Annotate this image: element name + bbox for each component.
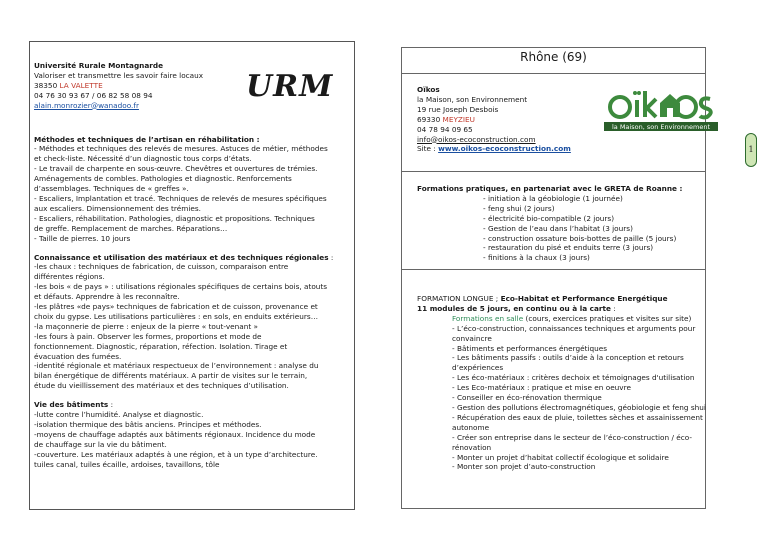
list-item: - L’éco-construction, connaissances techniques et arguments pour (452, 323, 696, 333)
formation-longue-list (417, 324, 707, 473)
section-vie-title: Vie des bâtiments : (34, 400, 114, 410)
oikos-logo (604, 87, 718, 133)
section-line: et check-liste. Nécessité d’un diagnostic tous corps d’états. (34, 154, 252, 164)
section-materiaux-body (34, 262, 352, 391)
urm-phone: 04 76 30 93 67 / 06 82 58 08 94 (34, 90, 153, 100)
list-item: - restauration du pisé et enduits terre (3 jours) (483, 243, 654, 253)
section-line: -moyens de chauffage adaptés aux bâtiments régionaux. Incidence du mode (34, 429, 316, 439)
oikos-email-link[interactable]: info@oikos-ecoconstruction.com (417, 134, 536, 144)
section-line: - Taille de pierres. 10 jours (34, 233, 131, 243)
section-line: évacuation des fumées. (34, 351, 122, 361)
formation-longue-subtitle: 11 modules de 5 jours, en continu ou à la carte : (417, 303, 616, 313)
region-title: Rhône (69) (520, 50, 587, 64)
oikos-site-line: Site : www.oikos-ecoconstruction.com (417, 144, 571, 154)
section-line: - Escaliers, réhabilitation. Pathologies, diagnostic et propositions. Techniques (34, 213, 315, 223)
urm-city-line: 38350 LA VALETTE (34, 80, 103, 90)
oikos-org-name: Oïkos (417, 85, 440, 94)
oikos-phone: 04 78 94 09 65 (417, 124, 473, 134)
formations-pratiques (417, 184, 707, 263)
formation-longue-title: FORMATION LONGUE ; Eco-Habitat et Performance Energétique (417, 294, 668, 303)
list-item: - initiation à la géobiologie (1 journée) (483, 193, 623, 203)
list-item: - construction ossature bois-bottes de paille (5 jours) (483, 233, 677, 243)
list-item: - Créer son entreprise dans le secteur de l’éco-construction / éco- (452, 432, 692, 442)
section-materiaux-title: Connaissance et utilisation des matériaux et des techniques régionales : (34, 252, 334, 262)
section-line: tuiles canal, tuiles écaille, ardoises, tavaillons, tôle (34, 459, 220, 469)
list-item: - Conseiller en éco-rénovation thermique (452, 393, 602, 403)
logo-letter-s (700, 98, 711, 117)
section-line: d’assemblages. Techniques de « greffes ». (34, 184, 189, 194)
section-line: -les fours à pain. Observer les formes, proportions et mode de (34, 331, 262, 341)
section-line: bilan énergétique de différents matériaux. A partir de visites sur le terrain, (34, 371, 308, 381)
house-door (667, 108, 673, 117)
list-item: - Les éco-matériaux : critères dechoix et témoignages d'utilisation (452, 373, 695, 383)
formations-pratiques-list (417, 194, 707, 263)
section-line: -couverture. Les matériaux adaptés à une région, et à un type d’architecture. (34, 449, 318, 459)
list-item: convaincre (452, 333, 492, 343)
logo-dot (633, 91, 637, 95)
oikos-subtitle: la Maison, son Environnement (417, 94, 528, 104)
section-methodes-body (34, 144, 352, 243)
section-line: de greffe. Remplacement de marches. Réparations… (34, 223, 228, 233)
list-item: - Monter son projet d’auto-construction (452, 462, 596, 472)
logo-dot (637, 91, 641, 95)
logo-letter-o-1 (610, 97, 630, 117)
oikos-site-link[interactable]: www.oikos-ecoconstruction.com (438, 144, 571, 154)
list-item: - Monter un projet d’habitat collectif écologique et solidaire (452, 452, 669, 462)
list-item: - Bâtiments et performances énergétiques (452, 343, 608, 353)
section-line: - Méthodes et techniques des relevés de mesures. Astuces de métier, méthodes (34, 144, 328, 154)
section-line: -la maçonnerie de pierre : enjeux de la pierre « tout-venant » (34, 321, 258, 331)
divider-line (401, 171, 706, 172)
section-line: Aménagements de combles. Pathologies et diagnostic. Renforcements (34, 174, 292, 184)
section-line: de chauffage sur la vie du bâtiment. (34, 439, 167, 449)
urm-org-name: Université Rurale Montagnarde (34, 61, 164, 70)
formation-longue (417, 294, 707, 472)
urm-email-link[interactable]: alain.monrozier@wanadoo.fr (34, 100, 139, 110)
urm-tagline: Valoriser et transmettre les savoir faire locaux (34, 70, 204, 80)
list-item: - feng shui (2 jours) (483, 203, 555, 213)
section-line: fonctionnement. Diagnostic, réparation, réfection. Isolation. Tirage et (34, 341, 288, 351)
section-line: - Le travail de charpente en sous-œuvre. Chevêtres et ouvertures de trémies. (34, 164, 318, 174)
divider-line (401, 269, 706, 270)
logo-letter-k-arm (647, 99, 656, 117)
list-item: rénovation (452, 442, 492, 452)
formations-pratiques-title: Formations pratiques, en partenariat avec le GRETA de Roanne : (417, 184, 683, 193)
list-item: - Récupération des eaux de pluie, toilettes sèches et assainissement (452, 412, 703, 422)
section-line: - Escaliers, Implantation et tracé. Techniques de relevés de mesures spécifiques (34, 193, 327, 203)
section-line: -les bois « de pays » : utilisations régionales spécifiques de certains bois, atouts (34, 282, 328, 292)
section-line: -identité régionale et matériaux respectueux de l’environnement : analyse du (34, 361, 319, 371)
section-line: et défauts. Apprendre à les reconnaître. (34, 292, 180, 302)
section-line: aux escaliers. Dimensionnement des trémies. (34, 203, 201, 213)
list-item: d’expériences (452, 363, 504, 373)
section-line: -isolation thermique des bâtis anciens. Principes et méthodes. (34, 420, 262, 429)
section-vie-body (34, 410, 352, 469)
section-line: choix du gypse. Les utilisations particulières : en sols, en enduits extérieurs… (34, 311, 318, 321)
section-line: différentes régions. (34, 272, 105, 282)
logo-tagline: la Maison, son Environnement (611, 123, 711, 131)
section-methodes-title: Méthodes et techniques de l’artisan en réhabilitation : (34, 134, 260, 144)
list-item: - Gestion de l’eau dans l’habitat (3 jours) (483, 223, 633, 233)
list-item: - électricité bio-compatible (2 jours) (483, 213, 615, 223)
list-item: - finitions à la chaux (3 jours) (483, 253, 590, 263)
list-item: autonome (452, 422, 490, 432)
oikos-address: 19 rue Joseph Desbois (417, 104, 499, 114)
oikos-city-line: 69330 MEYZIEU (417, 114, 476, 124)
left-content (34, 61, 352, 470)
list-item: - Gestion des pollutions électromagnétiques, géobiologie et feng shui (452, 402, 706, 412)
list-item: - Les bâtiments passifs : outils d’aide à la conception et retours (452, 353, 684, 363)
section-line: étude du vieillissement des matériaux et des techniques d’utilisation. (34, 381, 289, 391)
urm-logo: URM (246, 69, 334, 104)
section-line: -lutte contre l’humidité. Analyse et diagnostic. (34, 410, 204, 420)
formation-longue-intro: Formations en salle (cours, exercices pratiques et visites sur site) (452, 313, 692, 323)
list-item: - Les Eco-matériaux : pratique et mise en oeuvre (452, 383, 631, 393)
page-number-badge: 1 (745, 133, 757, 167)
section-line: -les chaux : techniques de fabrication, de cuisson, comparaison entre (34, 262, 289, 272)
section-line: -les plâtres «de pays» techniques de fabrication et de cuisson, provenance et (34, 302, 318, 312)
